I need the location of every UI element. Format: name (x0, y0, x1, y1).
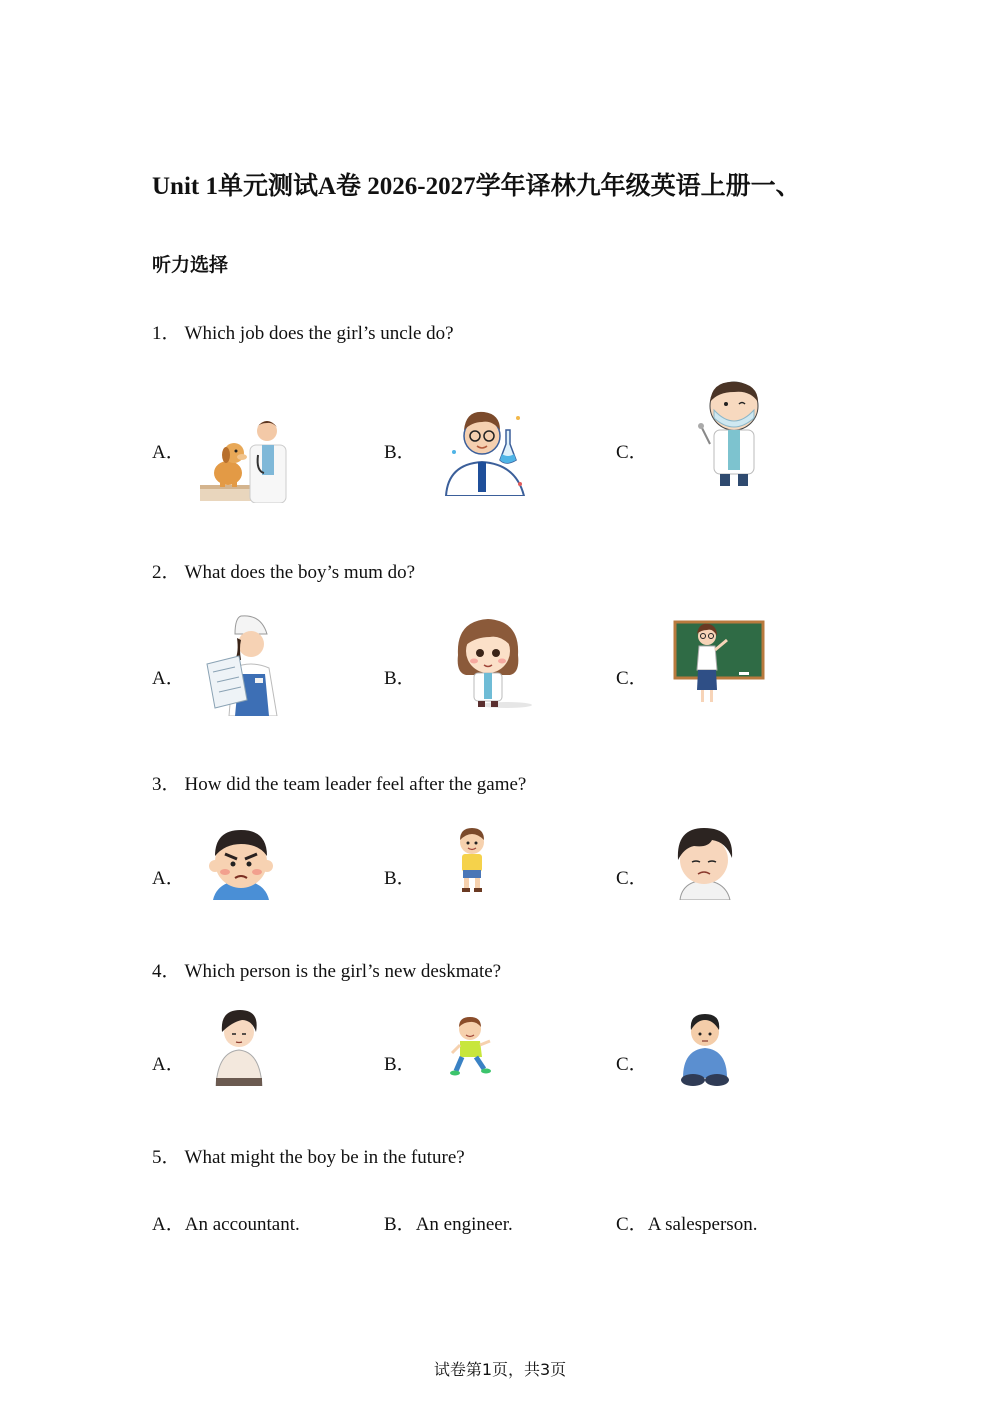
option-b[interactable] (384, 1209, 513, 1236)
question-text: Which job does the girl’s uncle do? (184, 323, 454, 344)
question-text: What might the boy be in the future? (184, 1147, 465, 1168)
option-b-label[interactable]: B． (384, 442, 416, 463)
option-c-label[interactable]: C． (616, 868, 648, 889)
question-number: 2． (152, 562, 181, 583)
option-a-text: An accountant. (184, 1214, 300, 1235)
boy-in-blue-sitting-illustration (677, 1010, 733, 1086)
option-c-label[interactable]: C． (616, 668, 648, 689)
dentist-with-mask-illustration (696, 378, 766, 490)
question-2 (152, 557, 415, 584)
option-b-text: An engineer. (415, 1214, 513, 1235)
option-a-label[interactable]: A． (152, 442, 185, 463)
question-number: 3． (152, 774, 181, 795)
question-number: 5． (152, 1147, 181, 1168)
option-a-label[interactable]: A． (152, 668, 185, 689)
quiet-boy-sitting-illustration (212, 1008, 266, 1086)
scientist-with-flask-illustration (442, 404, 530, 496)
angry-boy-illustration (207, 826, 275, 900)
option-b-label[interactable]: B． (384, 868, 416, 889)
option-c-label[interactable]: C． (616, 442, 648, 463)
question-text: How did the team leader feel after the game? (184, 774, 527, 795)
page-footer: 试卷第1页，共3页 (433, 1360, 567, 1379)
option-b-label: B． (384, 1214, 416, 1235)
option-a-label[interactable]: A． (152, 1054, 185, 1075)
vet-with-dog-illustration (200, 415, 290, 503)
teacher-at-blackboard-illustration (673, 618, 765, 706)
option-b-label[interactable]: B． (384, 1054, 416, 1075)
option-a-label[interactable]: A． (152, 868, 185, 889)
sad-boy-illustration (672, 826, 736, 900)
option-c[interactable] (616, 1209, 757, 1236)
option-a[interactable] (152, 1209, 300, 1236)
engineer-with-blueprint-illustration (205, 612, 285, 716)
happy-boy-illustration (452, 826, 492, 894)
section-heading: 听力选择 (152, 254, 229, 276)
question-1 (152, 318, 454, 345)
question-4 (152, 956, 501, 983)
question-3 (152, 769, 526, 796)
option-c-label: C． (616, 1214, 648, 1235)
question-text: Which person is the girl’s new deskmate? (184, 961, 502, 982)
running-boy-illustration (450, 1015, 494, 1077)
option-a-label: A． (152, 1214, 185, 1235)
doctor-girl-illustration (450, 615, 534, 709)
question-text: What does the boy’s mum do? (184, 562, 416, 583)
question-number: 4． (152, 961, 181, 982)
question-number: 1． (152, 323, 181, 344)
option-b-label[interactable]: B． (384, 668, 416, 689)
question-5 (152, 1142, 465, 1169)
page-title: Unit 1单元测试A卷 2026-2027学年译林九年级英语上册一、 (152, 173, 801, 200)
option-c-text: A salesperson. (647, 1214, 758, 1235)
option-c-label[interactable]: C． (616, 1054, 648, 1075)
